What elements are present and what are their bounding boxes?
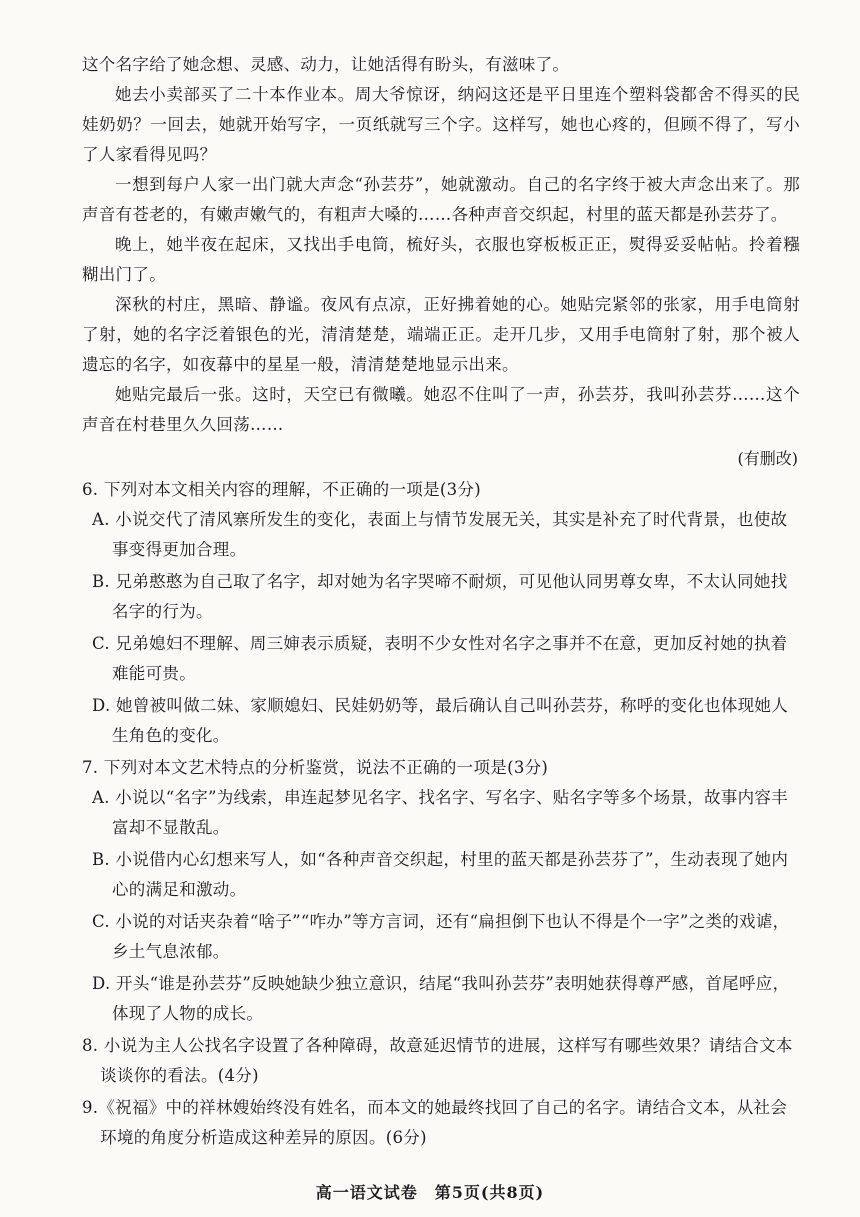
option-a: A. 小说交代了清风寨所发生的变化，表面上与情节发展无关，其实是补充了时代背景，也使故事变得更加合理。 — [92, 510, 788, 559]
story-paragraph: 深秋的村庄，黑暗、静谧。夜风有点凉，正好拂着她的心。她贴完紧邻的张家，用手电筒射了射，她的名字泛着银色的光，清清楚楚，端端正正。走开几步，又用手电筒射了射，那个被人遗忘的名字，如夜幕中的星星一般，清清楚楚地显示出来。 — [82, 295, 800, 374]
page-footer: 高一语文试卷 第5页(共8页) — [315, 1183, 545, 1202]
story-paragraph: 晚上，她半夜在起床，又找出手电筒，梳好头，衣服也穿板板正正，熨得妥妥帖帖。拎着糨糊出门了。 — [82, 235, 800, 284]
question-stem: 7. 下列对本文艺术特点的分析鉴赏，说法不正确的一项是(3分) — [82, 758, 549, 777]
option-a: A. 小说以“名字”为线索，串连起梦见名字、找名字、写名字、贴名字等多个场景，故事内容丰富却不显散乱。 — [92, 788, 788, 837]
story-paragraph: 她贴完最后一张。这时，天空已有微曦。她忍不住叫了一声，孙芸芬，我叫孙芸芬……这个声音在村巷里久久回荡…… — [82, 385, 800, 434]
story-paragraph: 这个名字给了她念想、灵感、动力，让她活得有盼头，有滋味了。 — [82, 55, 570, 74]
option-list — [82, 783, 800, 1029]
question-8 — [82, 1031, 800, 1091]
question-9 — [82, 1093, 800, 1153]
story-excerpt — [82, 50, 800, 469]
question-stem: 8. 小说为主人公找名字设置了各种障碍，故意延迟情节的进展，这样写有哪些效果？请结合文本谈谈你的看法。(4分) — [82, 1036, 793, 1085]
question-stem: 6. 下列对本文相关内容的理解，不正确的一项是(3分) — [82, 480, 481, 499]
source-note: (有删改) — [737, 449, 798, 468]
question-7 — [82, 753, 800, 1029]
story-paragraph: 一想到每户人家一出门就大声念“孙芸芬”，她就激动。自己的名字终于被大声念出来了。那声音有苍老的，有嫩声嫩气的，有粗声大嗓的……各种声音交织起，村里的蓝天都是孙芸芬了。 — [82, 175, 800, 224]
option-list — [82, 505, 800, 751]
story-paragraph: 她去小卖部买了二十本作业本。周大爷惊讶，纳闷这还是平日里连个塑料袋都舍不得买的民娃奶奶？一回去，她就开始写字，一页纸就写三个字。这样写，她也心疼的，但顾不得了，写小了人家看得见吗？ — [82, 85, 800, 164]
option-c: C. 小说的对话夹杂着“啥子”“咋办”等方言词，还有“扁担倒下也认不得是个一字”之类的戏谑，乡土气息浓郁。 — [92, 912, 790, 961]
option-d: D. 开头“谁是孙芸芬”反映她缺少独立意识，结尾“我叫孙芸芬”表明她获得尊严感，首尾呼应，体现了人物的成长。 — [92, 974, 790, 1023]
option-d: D. 她曾被叫做二妹、家顺媳妇、民娃奶奶等，最后确认自己叫孙芸芬，称呼的变化也体现她人生角色的变化。 — [92, 696, 789, 745]
question-stem: 9.《祝福》中的祥林嫂始终没有姓名，而本文的她最终找回了自己的名字。请结合文本，从社会环境的角度分析造成这种差异的原因。(6分) — [82, 1098, 788, 1147]
option-c: C. 兄弟媳妇不理解、周三婶表示质疑，表明不少女性对名字之事并不在意，更加反衬她的执着难能可贵。 — [92, 634, 788, 683]
question-6 — [82, 475, 800, 751]
option-b: B. 小说借内心幻想来写人，如“各种声音交织起，村里的蓝天都是孙芸芬了”，生动表现了她内心的满足和激动。 — [92, 850, 789, 899]
option-b: B. 兄弟憨憨为自己取了名字，却对她为名字哭啼不耐烦，可见他认同男尊女卑，不太认同她找名字的行为。 — [92, 572, 788, 621]
